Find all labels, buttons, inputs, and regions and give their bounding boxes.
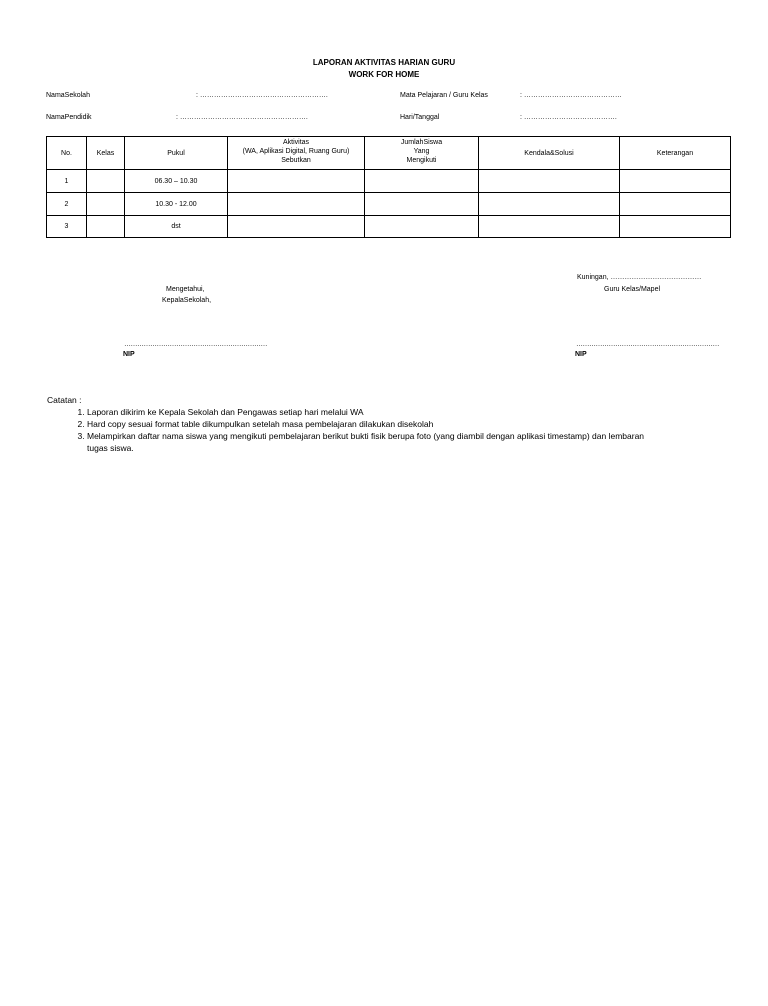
table-row	[47, 193, 731, 216]
place-date-line: Kuningan, …………………………………	[577, 274, 702, 281]
notes-section	[47, 394, 707, 454]
cell-kendala-solusi[interactable]	[479, 193, 620, 216]
notes-list	[47, 406, 707, 454]
nama-pendidik-label: NamaPendidik	[46, 114, 92, 121]
cell-no: 1	[47, 170, 87, 193]
document-subtitle: WORK FOR HOME	[348, 70, 420, 79]
acknowledge-label: Mengetahui,	[166, 286, 205, 293]
cell-aktivitas[interactable]	[228, 216, 365, 238]
notes-heading: Catatan :	[47, 395, 82, 405]
signer-role-right: Guru Kelas/Mapel	[604, 286, 661, 293]
nama-sekolah-field[interactable]: : ……………………………………………….	[196, 92, 328, 99]
cell-keterangan[interactable]	[620, 193, 731, 216]
header-keterangan: Keterangan	[620, 137, 731, 170]
signature-line-left[interactable]: …………………………………………………………	[124, 341, 267, 348]
cell-keterangan[interactable]	[620, 170, 731, 193]
cell-no: 3	[47, 216, 87, 238]
hari-tanggal-field[interactable]: : ………………………………….	[520, 114, 617, 121]
signer-role-left: KepalaSekolah,	[162, 297, 212, 304]
cell-kendala-solusi[interactable]	[479, 170, 620, 193]
nama-pendidik-field[interactable]: : ……………………………………………….	[176, 114, 308, 121]
cell-pukul: dst	[125, 216, 228, 238]
cell-jumlah-siswa[interactable]	[365, 193, 479, 216]
nama-sekolah-label: NamaSekolah	[46, 92, 90, 99]
cell-kelas[interactable]	[87, 193, 125, 216]
list-item: 2. Hard copy sesuai format table dikumpulkan setelah masa pembelajaran dilakukan disekolah	[87, 418, 707, 430]
signature-line-right[interactable]: …………………………………………………………	[576, 341, 719, 348]
cell-pukul: 10.30 - 12.00	[125, 193, 228, 216]
header-pukul: Pukul	[125, 137, 228, 170]
document-title: LAPORAN AKTIVITAS HARIAN GURU	[312, 58, 456, 67]
cell-pukul: 06.30 – 10.30	[125, 170, 228, 193]
cell-jumlah-siswa[interactable]	[365, 170, 479, 193]
cell-kelas[interactable]	[87, 170, 125, 193]
activity-table	[46, 136, 731, 238]
list-item: 1. Laporan dikirim ke Kepala Sekolah dan Pengawas setiap hari melalui WA	[87, 406, 707, 418]
table-row	[47, 170, 731, 193]
hari-tanggal-label: Hari/Tanggal	[400, 114, 440, 121]
header-aktivitas: Aktivitas (WA, Aplikasi Digital, Ruang Guru) Sebutkan	[228, 137, 365, 170]
list-item: 3. Melampirkan daftar nama siswa yang mengikuti pembelajaran berikut bukti fisik berupa foto (yang diambil dengan aplikasi timestamp) dan lembaran tugas siswa.	[87, 430, 707, 454]
header-jumlah-siswa: JumlahSiswa Yang Mengikuti	[365, 137, 479, 170]
header-kelas: Kelas	[87, 137, 125, 170]
table-header-row	[47, 137, 731, 170]
header-no: No.	[47, 137, 87, 170]
cell-no: 2	[47, 193, 87, 216]
cell-jumlah-siswa[interactable]	[365, 216, 479, 238]
cell-aktivitas[interactable]	[228, 170, 365, 193]
table-row	[47, 216, 731, 238]
cell-kendala-solusi[interactable]	[479, 216, 620, 238]
mapel-field[interactable]: : ……………………………………	[520, 92, 622, 99]
mapel-label: Mata Pelajaran / Guru Kelas	[400, 92, 488, 99]
nip-right-label: NIP	[575, 351, 587, 358]
cell-kelas[interactable]	[87, 216, 125, 238]
nip-left-label: NIP	[123, 351, 135, 358]
header-kendala-solusi: Kendala&Solusi	[479, 137, 620, 170]
cell-aktivitas[interactable]	[228, 193, 365, 216]
cell-keterangan[interactable]	[620, 216, 731, 238]
